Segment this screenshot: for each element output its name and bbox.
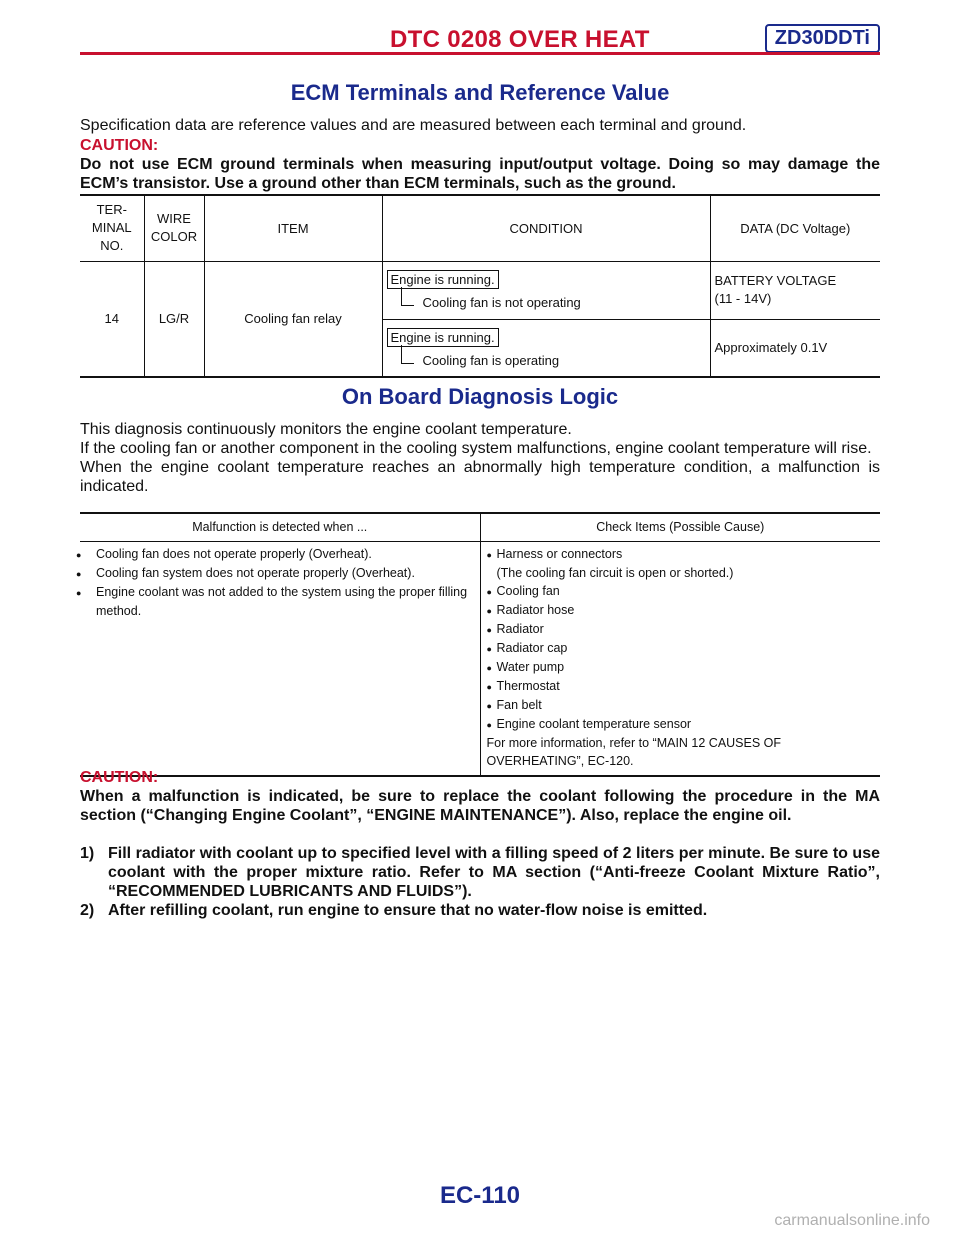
- page-header: [80, 22, 880, 54]
- table-header-row: [80, 195, 880, 261]
- caution-text: Do not use ECM ground terminals when measuring input/output voltage. Doing so may damage the ECM’s transistor. Use a ground other than ECM terminals, such as the ground.: [80, 156, 880, 192]
- list-item: ● Radiator cap: [487, 639, 875, 658]
- condition-sub: Cooling fan is operating: [401, 353, 706, 368]
- condition-cell: [382, 261, 710, 319]
- obd-para-1: This diagnosis continuously monitors the engine coolant temperature.: [80, 421, 572, 438]
- step-text: Fill radiator with coolant up to specified level with a filling speed of 2 liters per minute. Be sure to use coolant with the proper mixture ratio. Refer to MA section (“Anti-freeze Coolant Mixture Ratio”, “RECOMMENDED LUBRICANTS AND FLUIDS”).: [108, 845, 880, 900]
- header-item: ITEM: [204, 195, 382, 261]
- step-number: 2): [80, 902, 95, 919]
- more-info: For more information, refer to “MAIN 12 CAUSES OF OVERHEATING”, EC-120.: [486, 735, 782, 768]
- list-item: ● Water pump: [487, 658, 875, 677]
- condition-main: Engine is running.: [387, 270, 499, 289]
- bullet-icon: ●: [486, 643, 492, 654]
- detected-list: [76, 541, 480, 776]
- list-item: ● Engine coolant temperature sensor: [487, 715, 875, 734]
- section-title-obd: On Board Diagnosis Logic: [341, 384, 619, 409]
- header-terminal: TER- MINAL NO.: [80, 195, 144, 261]
- data-cell: BATTERY VOLTAGE (11 - 14V): [714, 273, 837, 306]
- header-title: DTC 0208 OVER HEAT: [390, 26, 650, 53]
- bullet-icon: ●: [486, 549, 492, 560]
- caution-block: [80, 768, 880, 825]
- step-item: [80, 901, 880, 920]
- header-rule: [80, 52, 880, 55]
- check-items-list: [480, 541, 880, 776]
- list-item: ● Engine coolant was not added to the system using the proper filling method.: [76, 584, 468, 618]
- bullet-icon: ●: [486, 700, 492, 711]
- table-header-row: [80, 513, 880, 541]
- bullet-icon: ●: [76, 587, 82, 598]
- header-data: DATA (DC Voltage): [740, 220, 851, 236]
- obd-logic-table: [76, 512, 880, 777]
- condition-main: Engine is running.: [387, 328, 499, 347]
- step-item: [80, 844, 880, 901]
- bullet-icon: ●: [486, 624, 492, 635]
- list-item: ● Cooling fan: [487, 582, 875, 601]
- list-item: ● Harness or connectors: [487, 545, 875, 564]
- ecm-terminal-table: [80, 194, 880, 378]
- list-item-sub: (The cooling fan circuit is open or shorted.): [496, 565, 734, 580]
- procedure-steps: [80, 844, 880, 920]
- bullet-icon: ●: [76, 549, 82, 560]
- obd-description: [80, 420, 880, 496]
- obd-para-2: If the cooling fan or another component in the cooling system malfunctions, engine coolant temperature will rise.: [80, 440, 872, 457]
- watermark: carmanualsonline.info: [774, 1212, 930, 1229]
- ecm-intro: Specification data are reference values and are measured between each terminal and ground.: [80, 117, 747, 134]
- bullet-icon: ●: [486, 662, 492, 673]
- header-detected: Malfunction is detected when ...: [80, 513, 480, 541]
- list-item: ● Cooling fan does not operate properly (Overheat).: [86, 545, 474, 564]
- caution-label: CAUTION:: [80, 769, 159, 786]
- page-number: EC-110: [439, 1182, 521, 1209]
- data-cell: Approximately 0.1V: [714, 340, 828, 356]
- list-item: ● Thermostat: [487, 677, 875, 696]
- table-row: [80, 261, 880, 319]
- list-item: ● Radiator: [487, 620, 875, 639]
- table-row: [80, 541, 880, 776]
- terminal-cell: 14: [80, 261, 144, 377]
- bullet-icon: ●: [486, 681, 492, 692]
- header-condition: CONDITION: [382, 195, 710, 261]
- wire-cell: LG/R: [144, 261, 204, 377]
- step-number: 1): [80, 845, 95, 862]
- bullet-icon: ●: [486, 605, 492, 616]
- caution-text: When a malfunction is indicated, be sure to replace the coolant following the procedure in the MA section (“Changing Engine Coolant”, “ENGINE MAINTENANCE”). Also, replace the engine oil.: [80, 788, 880, 824]
- condition-sub: Cooling fan is not operating: [401, 295, 706, 310]
- obd-para-3: When the engine coolant temperature reaches an abnormally high temperature condition, a malfunction is indicated.: [80, 459, 880, 495]
- caution-label: CAUTION:: [80, 137, 159, 154]
- step-text: After refilling coolant, run engine to ensure that no water-flow noise is emitted.: [108, 902, 708, 919]
- list-item: ● Radiator hose: [487, 601, 875, 620]
- bullet-icon: ●: [486, 586, 492, 597]
- list-item: ● Cooling fan system does not operate properly (Overheat).: [86, 564, 474, 583]
- section-title-ecm: ECM Terminals and Reference Value: [290, 80, 670, 105]
- list-item: ● Fan belt: [487, 696, 875, 715]
- condition-cell: [382, 319, 710, 377]
- bullet-icon: ●: [486, 719, 492, 730]
- header-wire: WIRE COLOR: [144, 195, 204, 261]
- item-cell: Cooling fan relay: [204, 261, 382, 377]
- bullet-icon: ●: [76, 568, 82, 579]
- model-badge: ZD30DDTi: [765, 24, 880, 53]
- header-check-items: Check Items (Possible Cause): [596, 520, 765, 535]
- ecm-caution: [80, 136, 880, 193]
